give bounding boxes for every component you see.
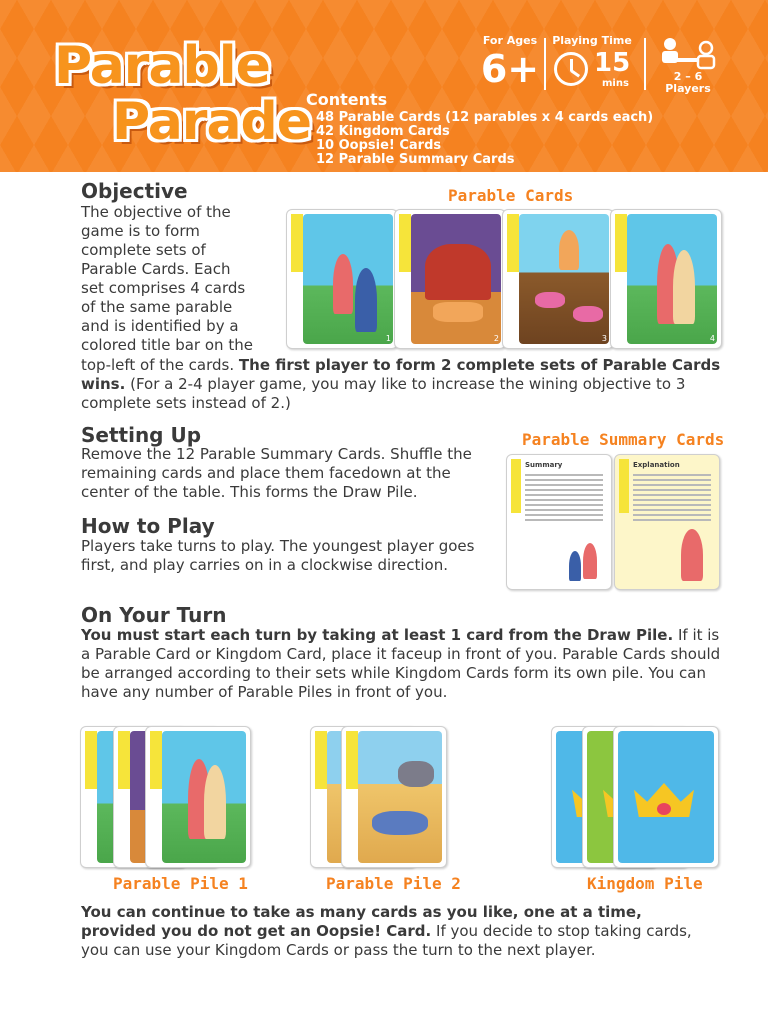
summary-cards-caption: Parable Summary Cards	[522, 430, 725, 449]
time-stat	[548, 34, 636, 89]
players-value: 2 – 6	[673, 70, 703, 83]
clock-icon	[554, 52, 588, 86]
objective-line: Parable Cards. Each	[81, 260, 231, 278]
ages-label: For Ages	[482, 34, 538, 47]
summary-card-title: Explanation	[633, 461, 680, 469]
objective-line: and is identified by a	[81, 317, 239, 335]
on-your-turn-text	[81, 626, 721, 702]
gem-icon	[657, 803, 671, 815]
closing-rule: You can continue to take as many cards as you like, one at a time, provided you do not get an Oopsie! Card.	[81, 903, 642, 940]
title-bar	[507, 214, 519, 272]
logo-line-1: Parable	[54, 36, 270, 96]
ages-value: 6+	[480, 47, 540, 91]
parable-card	[286, 209, 398, 349]
closing-text	[81, 903, 721, 960]
list-item: 12 Parable Summary Cards	[316, 152, 515, 167]
list-item: 10 Oopsie! Cards	[316, 138, 442, 153]
kingdom-pile-caption: Kingdom Pile	[587, 874, 703, 893]
game-stats	[478, 34, 748, 94]
title-bar	[511, 459, 521, 513]
objective-tail-plain: top-left of the cards.	[81, 356, 235, 374]
contents-box	[306, 90, 653, 167]
contents-title: Contents	[306, 90, 388, 109]
setting-up-heading: Setting Up	[81, 423, 202, 447]
header-banner	[0, 0, 768, 172]
how-to-play-heading: How to Play	[81, 514, 215, 538]
summary-card	[506, 454, 612, 590]
objective-text	[81, 203, 281, 355]
on-your-turn-body: If it is a Parable Card or Kingdom Card, place it faceup in front of you. Parable Cards should be arranged according to their sets while Kingdom Cards form its own pile. You can have any number of Parable Piles in front of you.	[81, 626, 721, 701]
title-bar	[291, 214, 303, 272]
parable-card	[502, 209, 614, 349]
time-unit: mins	[602, 78, 629, 89]
pile1-card-front	[145, 726, 251, 868]
summary-card	[614, 454, 720, 590]
objective-line: The objective of the	[81, 203, 231, 221]
list-item: 48 Parable Cards (12 parables x 4 cards each)	[316, 110, 654, 125]
card-number: 4	[709, 334, 715, 343]
card-number: 1	[385, 334, 391, 343]
objective-line: set comprises 4 cards	[81, 279, 246, 297]
objective-heading: Objective	[81, 179, 188, 203]
parable-card	[610, 209, 722, 349]
title-bar	[346, 731, 358, 789]
parable-card	[394, 209, 506, 349]
card-art	[411, 214, 501, 344]
objective-line: colored title bar on the	[81, 336, 253, 354]
objective-line: of the same parable	[81, 298, 233, 316]
title-bar	[619, 459, 629, 513]
stat-divider	[544, 38, 546, 90]
title-bar	[85, 731, 97, 789]
title-bar	[399, 214, 411, 272]
card-number: 2	[493, 334, 499, 343]
title-bar	[315, 731, 327, 789]
time-label: Playing Time	[552, 34, 632, 47]
kingdom-card	[613, 726, 719, 868]
objective-line: game is to form	[81, 222, 200, 240]
objective-line: complete sets of	[81, 241, 206, 259]
on-your-turn-rule: You must start each turn by taking at least 1 card from the Draw Pile.	[81, 626, 674, 644]
summary-card-lines	[525, 471, 603, 524]
pile1-caption: Parable Pile 1	[113, 874, 248, 893]
parable-cards-caption: Parable Cards	[448, 186, 574, 205]
closing-body: If you decide to stop taking cards, you can use your Kingdom Cards or pass the turn to the next player.	[81, 922, 692, 959]
pile2-card-front	[341, 726, 447, 868]
contents-list	[306, 111, 653, 167]
title-bar	[150, 731, 162, 789]
pile2-caption: Parable Pile 2	[326, 874, 461, 893]
card-art	[627, 214, 717, 344]
setting-up-text: Remove the 12 Parable Summary Cards. Shuffle the remaining cards and place them facedown at the center of the table. This forms the Draw Pile.	[81, 445, 472, 501]
summary-card-title: Summary	[525, 461, 563, 469]
summary-card-lines	[633, 471, 711, 524]
ages-stat	[478, 34, 542, 91]
card-art	[162, 731, 246, 863]
stat-divider	[644, 38, 646, 90]
list-item: 42 Kingdom Cards	[316, 124, 450, 139]
card-art	[303, 214, 393, 344]
logo-line-2: Parade	[112, 92, 312, 152]
objective-tail-rest: (For a 2-4 player game, you may like to increase the wining objective to 3 complete sets instead of 2.)	[81, 375, 686, 412]
how-to-play-text: Players take turns to play. The youngest player goes first, and play carries on in a clockwise direction.	[81, 537, 475, 574]
players-label: Players	[665, 82, 711, 95]
card-art	[358, 731, 442, 863]
on-your-turn-heading: On Your Turn	[81, 603, 227, 627]
title-bar	[615, 214, 627, 272]
card-art	[618, 731, 714, 863]
card-art	[519, 214, 609, 344]
time-value: 15	[594, 48, 631, 78]
objective-tail	[81, 356, 721, 413]
card-number: 3	[601, 334, 607, 343]
objective-win-condition: The first player to form 2 complete sets of Parable Cards wins.	[81, 356, 721, 393]
title-bar	[118, 731, 130, 789]
